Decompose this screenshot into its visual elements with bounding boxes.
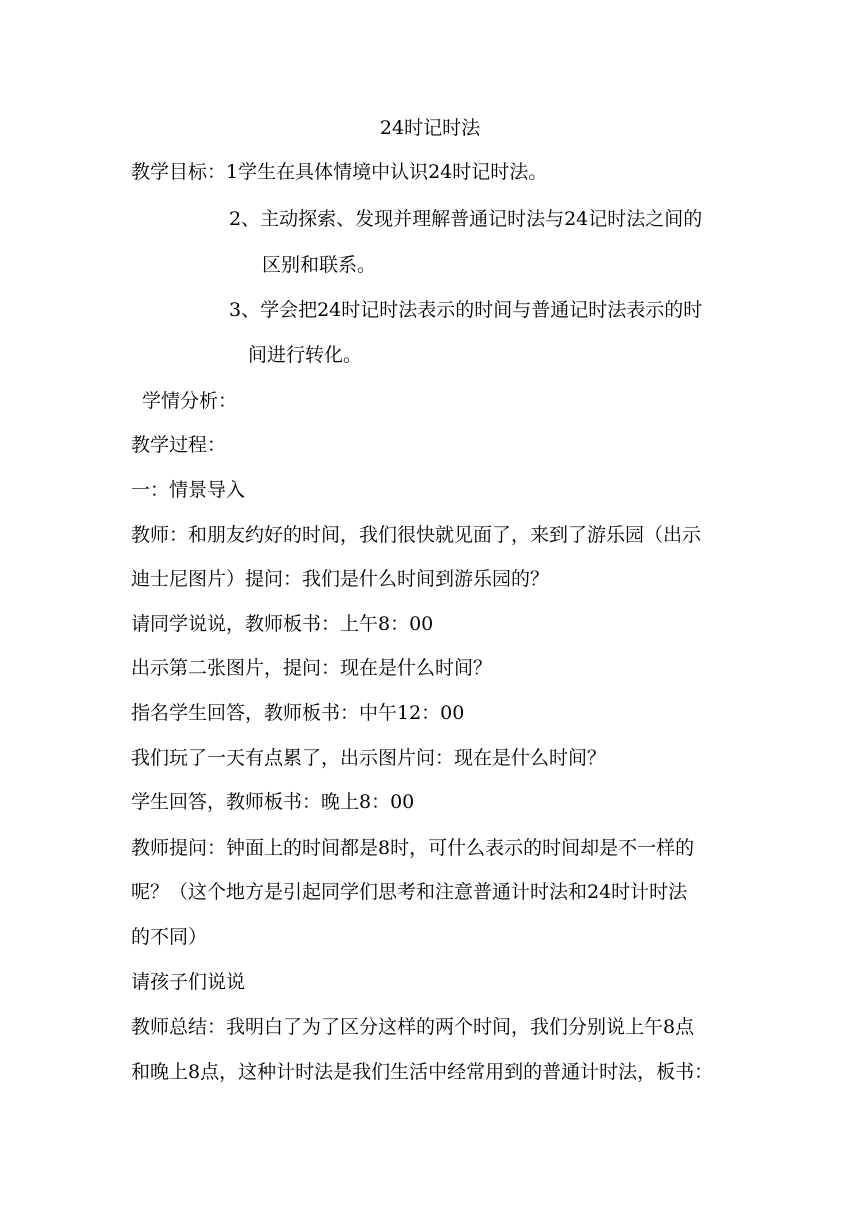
teaching-goal-2-line: 2、主动探索、发现并理解普通记时法与24记时法之间的	[229, 208, 703, 230]
teaching-goal-line: 教学目标：1学生在具体情境中认识24时记时法。	[131, 161, 548, 183]
paragraph-line: 请同学说说，教师板书：上午8：00	[131, 613, 434, 635]
paragraph-line: 和晚上8点，这种计时法是我们生活中经常用到的普通计时法，板书：	[131, 1061, 714, 1083]
teaching-goal-3-continuation: 间进行转化。	[248, 344, 363, 366]
teaching-goal-3-line: 3、学会把24时记时法表示的时间与普通记时法表示的时	[229, 299, 703, 321]
paragraph-line: 迪士尼图片）提问：我们是什么时间到游乐园的？	[131, 568, 550, 590]
document-title: 24时记时法	[379, 117, 481, 139]
paragraph-line: 的不同）	[131, 926, 208, 948]
paragraph-line: 教师总结：我明白了为了区分这样的两个时间，我们分别说上午8点	[131, 1016, 695, 1038]
paragraph-line: 出示第二张图片，提问：现在是什么时间？	[131, 657, 493, 679]
paragraph-line: 教师：和朋友约好的时间，我们很快就见面了，来到了游乐园（出示	[131, 524, 702, 546]
teaching-process-heading: 教学过程：	[131, 434, 227, 456]
paragraph-line: 我们玩了一天有点累了，出示图片问：现在是什么时间？	[131, 747, 607, 769]
paragraph-line: 呢？（这个地方是引起同学们思考和注意普通计时法和24时计时法	[131, 881, 688, 903]
section-intro-heading: 一：情景导入	[131, 479, 246, 501]
paragraph-line: 教师提问：钟面上的时间都是8时，可什么表示的时间却是不一样的	[131, 837, 695, 859]
paragraph-line: 指名学生回答，教师板书：中午12：00	[131, 702, 465, 724]
paragraph-line: 学生回答，教师板书：晚上8：00	[131, 791, 415, 813]
paragraph-line: 请孩子们说说	[131, 971, 246, 993]
teaching-goal-2-continuation: 区别和联系。	[262, 254, 377, 276]
learning-analysis-heading: 学情分析：	[142, 390, 238, 412]
